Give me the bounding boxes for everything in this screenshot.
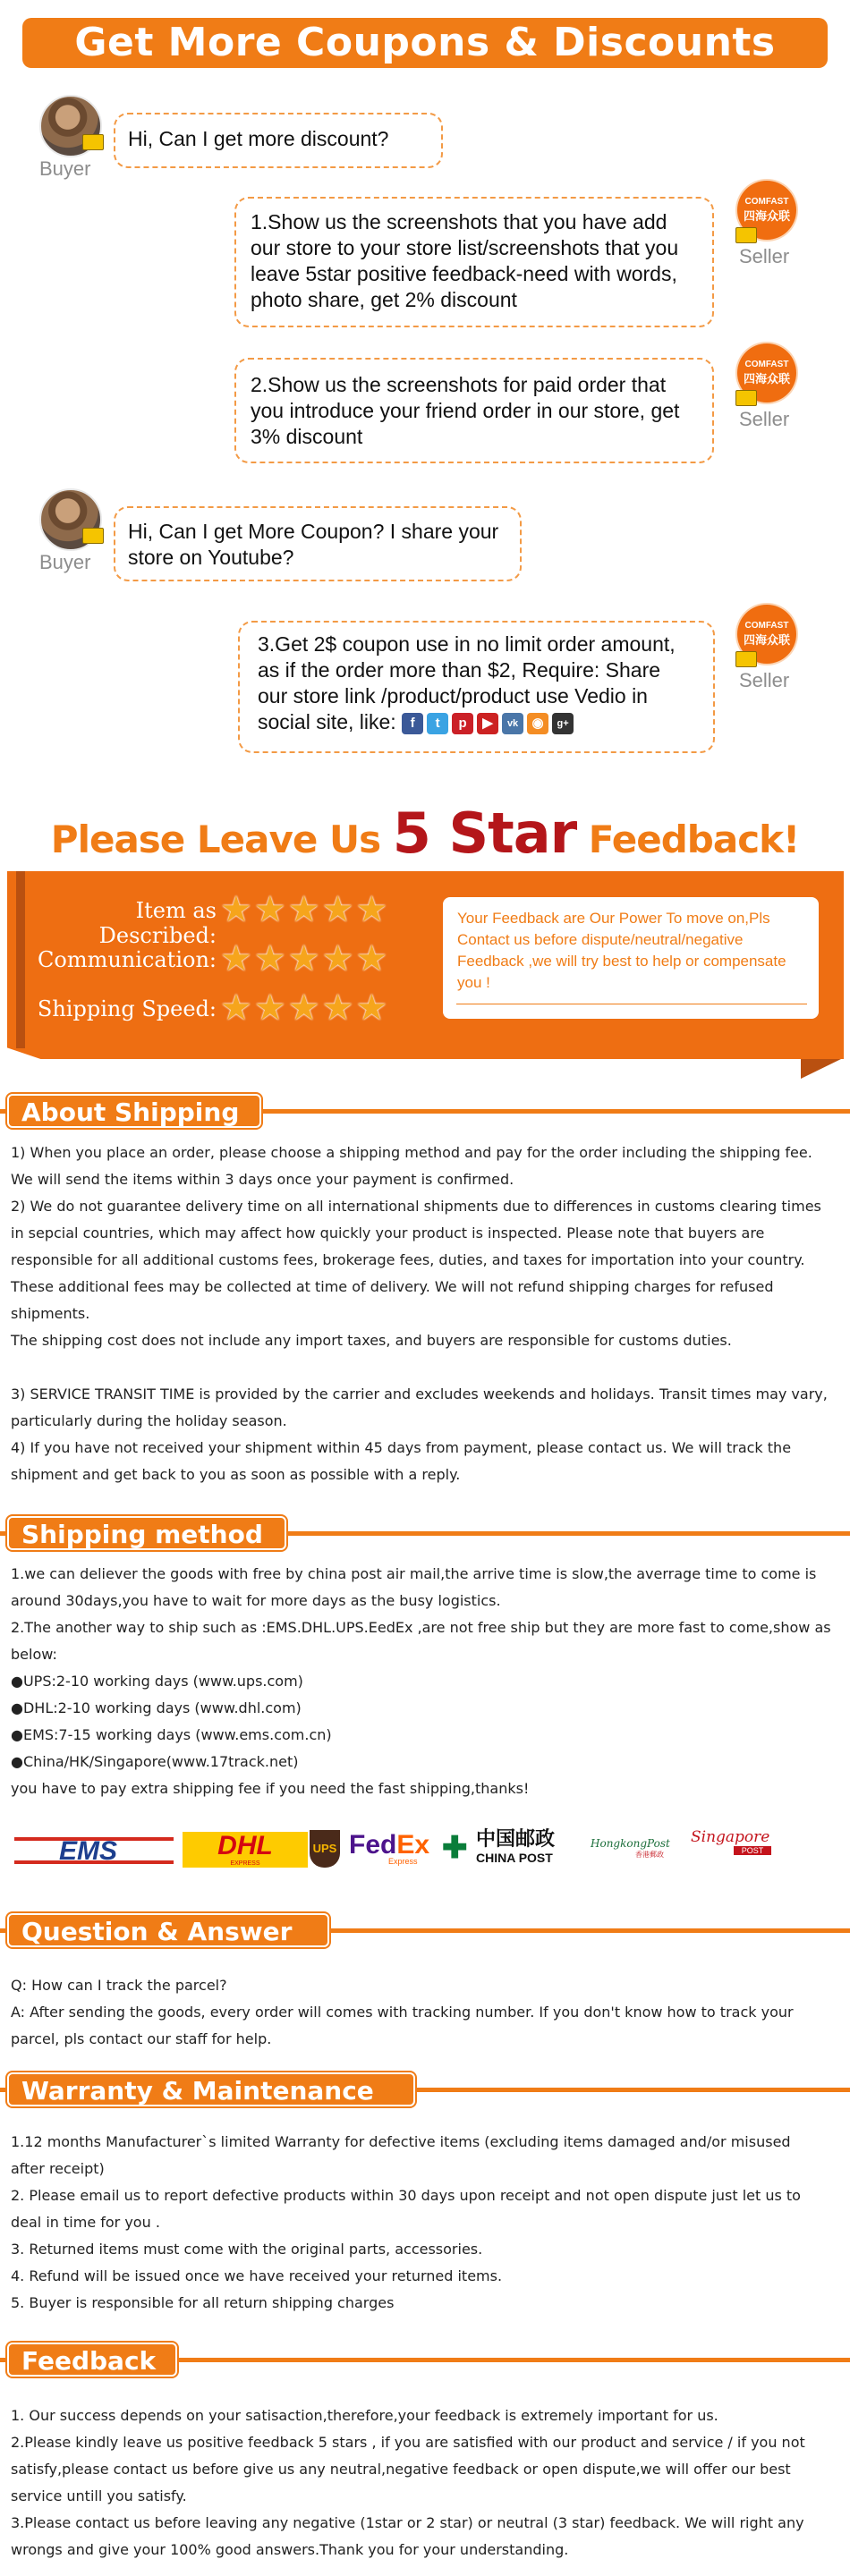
text-line: ●UPS:2-10 working days (www.ups.com) — [11, 1673, 303, 1690]
text-line: 1) When you place an order, please choose a shipping method and pay for the order including the shipping fee. — [11, 1144, 812, 1161]
text-line: you have to pay extra shipping fee if you need the fast shipping,thanks! — [11, 1780, 530, 1797]
page-title-banner: Get More Coupons & Discounts — [22, 18, 828, 68]
fedex-logo: FedEx Express — [349, 1830, 430, 1866]
star-icon[interactable]: ★ — [321, 890, 356, 929]
pinterest-icon[interactable]: p — [452, 713, 473, 734]
social-icons — [402, 713, 574, 734]
text-line: 3. Returned items must come with the original parts, accessories. — [11, 2241, 483, 2258]
text-line: 1.we can deliever the goods with free by china post air mail,the arrive time is slow,the averrage time to come is — [11, 1565, 817, 1582]
text-line: below: — [11, 1646, 57, 1663]
text-line: parcel, pls contact our staff for help. — [11, 2030, 272, 2047]
seller-label: Seller — [739, 669, 790, 691]
star-icon[interactable]: ★ — [220, 890, 254, 929]
text-line: wrongs and give your 100% good answers.Thank you for your understanding. — [11, 2541, 569, 2558]
seller-logo: COMFAST 四海众联 — [737, 181, 796, 240]
star-rating-communication[interactable] — [220, 938, 389, 979]
section-title-warranty: Warranty & Maintenance — [7, 2072, 415, 2106]
buyer-label: Buyer — [39, 157, 91, 180]
section-title-shipping-method: Shipping method — [7, 1516, 286, 1550]
text-line: 4) If you have not received your shipment within 45 days from payment, please contact us. We will track the — [11, 1439, 792, 1456]
text-line: deal in time for you . — [11, 2214, 160, 2231]
star-icon[interactable]: ★ — [287, 988, 322, 1028]
text-line: responsible for all additional customs fees, brokerage fees, duties, and taxes for importation into your country. — [11, 1251, 805, 1268]
text-line: 3.Please contact us before leaving any negative (1star or 2 star) or neutral (3 star) feedback. We will right any — [11, 2514, 804, 2531]
section-title-question-answer: Question & Answer — [7, 1913, 329, 1947]
text-line: These additional fees may be collected at time of delivery. We will not refund shipping charges for refused — [11, 1278, 774, 1295]
seller-label: Seller — [739, 245, 790, 267]
text-line: 1. Our success depends on your satisaction,therefore,your feedback is extremely important for us. — [11, 2407, 718, 2424]
text-line: Q: How can I track the parcel? — [11, 1977, 227, 1994]
text-line: satisfy,please contact us before give us any neutral,negative feedback or open dispute,we will offer our best — [11, 2461, 791, 2478]
text-line: ●China/HK/Singapore(www.17track.net) — [11, 1753, 299, 1770]
chat-bubble-seller: 1.Show us the screenshots that you have add our store to your store list/screenshots that you leave 5star positive feedback-need with words, photo share, get 2% discount — [234, 197, 714, 327]
chat-bubble-seller — [238, 621, 715, 753]
text-line: 2. Please email us to report defective products within 30 days upon receipt and not open dispute just let us to — [11, 2187, 801, 2204]
china-post-emblem-icon: ✚ — [442, 1831, 468, 1865]
star-icon[interactable]: ★ — [355, 890, 390, 929]
chat-bubble-buyer: Hi, Can I get More Coupon? I share your store on Youtube? — [114, 506, 522, 581]
hongkong-post-logo: HongkongPost 香港郵政 — [591, 1837, 670, 1859]
star-icon[interactable]: ★ — [321, 939, 356, 979]
text-line: 2.The another way to ship such as :EMS.DHL.UPS.EedEx ,are not free ship but they are more fast to come,show as — [11, 1619, 831, 1636]
question-answer-text — [11, 1972, 834, 2053]
text-line: 2) We do not guarantee delivery time on all international shipments due to differences in customs clearing times — [11, 1198, 821, 1215]
singapore-post-logo: Singapore POST — [691, 1828, 770, 1855]
ems-logo — [14, 1834, 175, 1868]
chat-message-text: 3.Get 2$ coupon use in no limit order amount, as if the order more than $2, Require: Share our store link /product/product use Vedio in social site, like: — [258, 632, 676, 733]
star-rating-shipping-speed[interactable] — [220, 987, 389, 1029]
star-icon[interactable]: ★ — [287, 939, 322, 979]
text-line: A: After sending the goods, every order will comes with tracking number. If you don't know how to track your — [11, 2004, 794, 2021]
mail-badge-icon — [735, 227, 757, 243]
rss-icon[interactable]: ◉ — [527, 713, 548, 734]
chat-bubble-seller: 2.Show us the screenshots for paid order that you introduce your friend order in our store, get 3% discount — [234, 358, 714, 463]
mail-badge-icon — [735, 390, 757, 406]
text-line: We will send the items within 3 days once your payment is confirmed. — [11, 1171, 514, 1188]
china-post-logo: 中国邮政 CHINA POST — [476, 1827, 556, 1865]
star-icon[interactable]: ★ — [287, 890, 322, 929]
text-line: in sepcial countries, which may affect how quickly your product is inspected. Please note that buyers are — [11, 1224, 765, 1241]
mail-badge-icon — [82, 528, 104, 544]
seller-label: Seller — [739, 408, 790, 430]
star-icon[interactable]: ★ — [220, 939, 254, 979]
text-line: 5. Buyer is responsible for all return shipping charges — [11, 2294, 395, 2311]
text-line: 2.Please kindly leave us positive feedback 5 stars , if you are satisfied with our product and service / if you not — [11, 2434, 805, 2451]
rating-label-shipping-speed: Shipping Speed: — [37, 996, 217, 1021]
text-line: particularly during the holiday season. — [11, 1412, 287, 1429]
mail-badge-icon — [82, 134, 104, 150]
text-line: 1.12 months Manufacturer`s limited Warranty for defective items (excluding items damaged and/or misused — [11, 2133, 791, 2150]
star-icon[interactable]: ★ — [355, 988, 390, 1028]
text-line: shipment and get back to you as soon as possible with a reply. — [11, 1466, 461, 1483]
ups-logo: UPS — [310, 1830, 340, 1868]
star-icon[interactable]: ★ — [253, 988, 288, 1028]
section-title-about-shipping: About Shipping — [7, 1094, 261, 1128]
mail-badge-icon — [735, 651, 757, 667]
text-line: after receipt) — [11, 2160, 105, 2177]
dhl-logo: DHL EXPRESS — [183, 1832, 308, 1868]
star-icon[interactable]: ★ — [355, 939, 390, 979]
chat-bubble-buyer: Hi, Can I get more discount? — [114, 113, 443, 168]
section-title-feedback: Feedback — [7, 2343, 177, 2377]
buyer-label: Buyer — [39, 551, 91, 573]
star-icon[interactable]: ★ — [220, 988, 254, 1028]
panel-corner-arrow — [801, 1059, 841, 1079]
facebook-icon[interactable]: f — [402, 713, 423, 734]
star-rating-item[interactable] — [220, 889, 389, 930]
feedback-headline: Please Leave Us 5 Star Feedback! — [50, 801, 800, 866]
text-line — [11, 1354, 834, 1381]
star-icon[interactable]: ★ — [321, 988, 356, 1028]
text-line: ●EMS:7-15 working days (www.ems.com.cn) — [11, 1726, 332, 1743]
google-plus-icon[interactable]: g+ — [552, 713, 574, 734]
feedback-note: Your Feedback are Our Power To move on,Pls Contact us before dispute/neutral/negative Feedback ,we will try best to help or compensate you ! — [443, 897, 819, 1019]
text-line: 4. Refund will be issued once we have received your returned items. — [11, 2267, 503, 2284]
rating-label-communication: Communication: — [38, 947, 217, 972]
twitter-icon[interactable]: t — [427, 713, 448, 734]
text-line: The shipping cost does not include any import taxes, and buyers are responsible for customs duties. — [11, 1332, 732, 1349]
warranty-text — [11, 2129, 834, 2317]
about-shipping-text — [11, 1140, 834, 1488]
shipping-method-text — [11, 1561, 834, 1802]
text-line: 3) SERVICE TRANSIT TIME is provided by the carrier and excludes weekends and holidays. Transit times may vary, — [11, 1385, 828, 1402]
svg-text:EMS: EMS — [59, 1836, 118, 1866]
text-line: ●DHL:2-10 working days (www.dhl.com) — [11, 1699, 302, 1716]
text-line: service untill you satisfy. — [11, 2487, 187, 2504]
feedback-text — [11, 2402, 834, 2563]
star-icon[interactable]: ★ — [253, 890, 288, 929]
vk-icon[interactable]: vk — [502, 713, 523, 734]
seller-logo: COMFAST 四海众联 — [737, 343, 796, 402]
rating-label-item: Item as Described: — [98, 898, 217, 948]
text-line: shipments. — [11, 1305, 90, 1322]
text-line: around 30days,you have to wait for more days as the busy logistics. — [11, 1592, 501, 1609]
ems-logo-graphic — [14, 1834, 175, 1868]
star-icon[interactable]: ★ — [253, 939, 288, 979]
seller-logo: COMFAST 四海众联 — [737, 605, 796, 664]
youtube-icon[interactable]: ▶ — [477, 713, 498, 734]
